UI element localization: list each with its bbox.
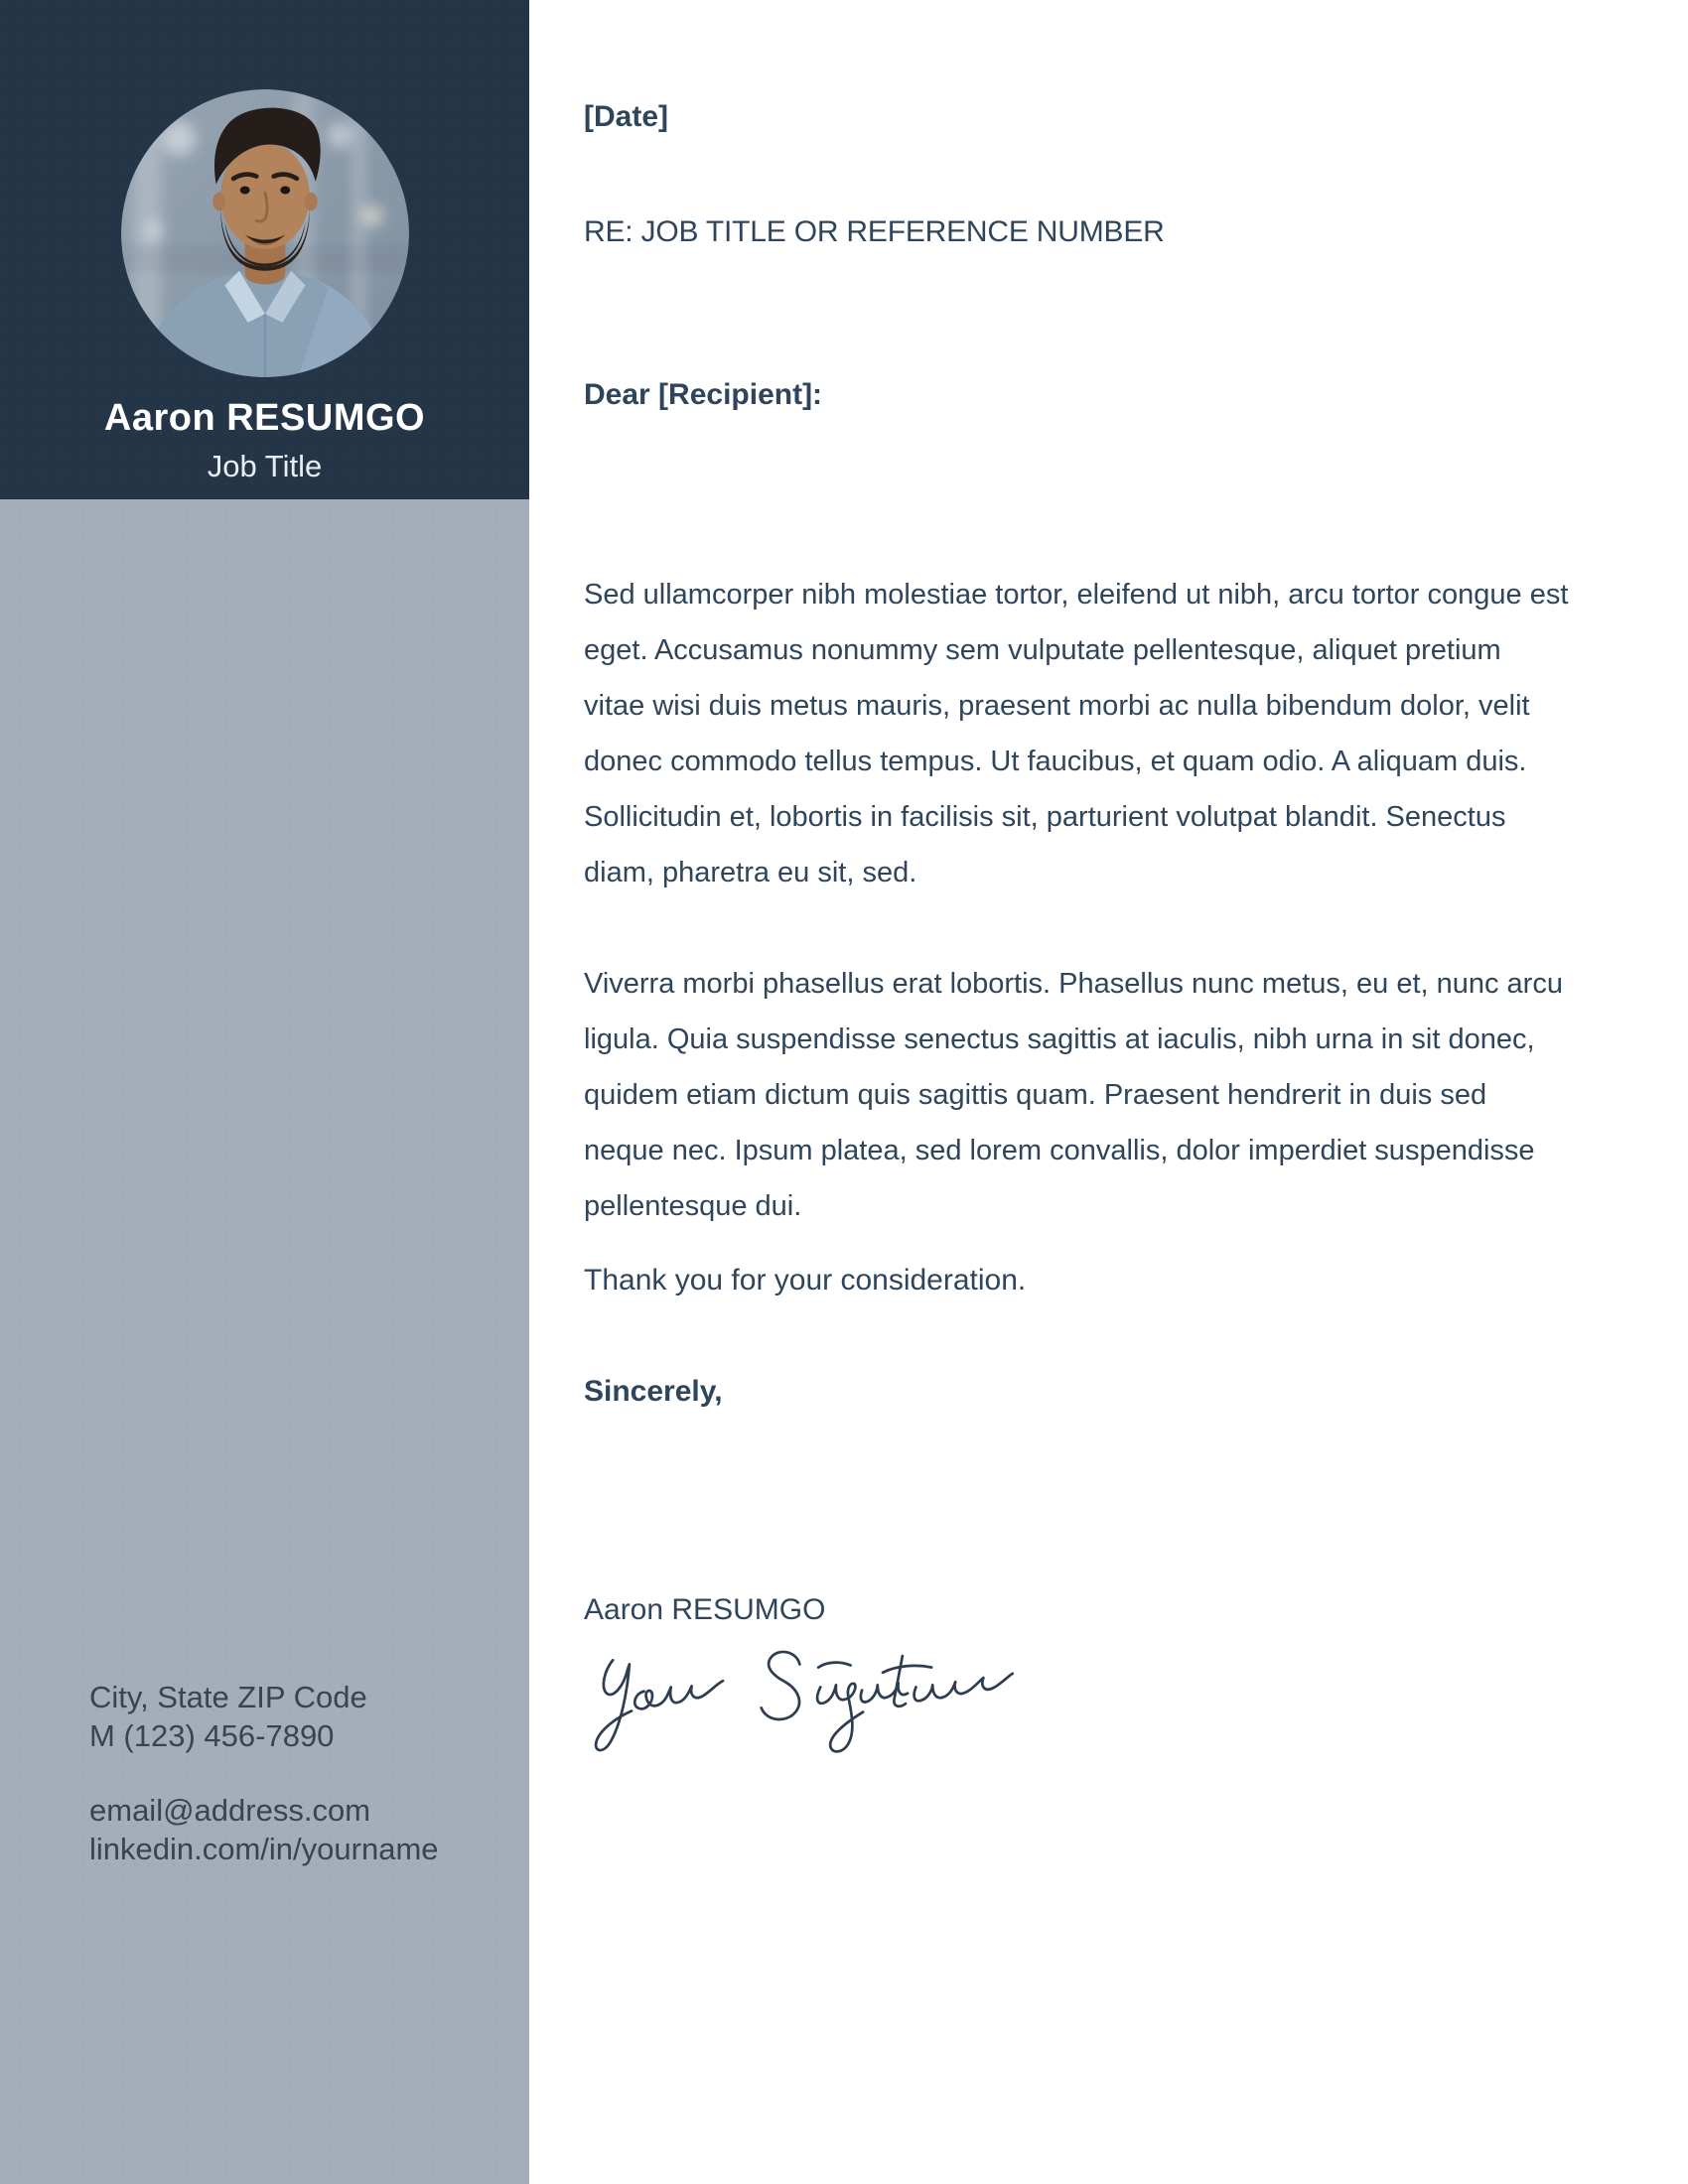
profile-photo-illustration bbox=[121, 89, 409, 377]
signature-name: Aaron RESUMGO bbox=[584, 1593, 826, 1626]
paragraph-1: Sed ullamcorper nibh molestiae tortor, eleifend ut nibh, arcu tortor congue est eget. Accusamus nonummy sem vulputate pellentesque, aliquet pretium vitae wisi duis metus mauris, praesent morbi ac nulla bibendum dolor, velit donec commodo tellus tempus. Ut faucibus, et quam odio. A aliquam duis. Sollicitudin et, lobortis in facilisis sit, parturient volutpat blandit. Senectus diam, pharetra eu sit, sed. bbox=[584, 579, 1569, 888]
contact-city: City, State ZIP Code bbox=[89, 1680, 367, 1714]
thanks-line: Thank you for your consideration. bbox=[584, 1264, 1027, 1297]
signature-strokes bbox=[586, 1636, 1043, 1763]
profile-photo bbox=[121, 89, 409, 377]
contact-info bbox=[89, 1678, 506, 1868]
contact-email: email@address.com bbox=[89, 1793, 371, 1828]
sidebar-name: Aaron RESUMGO bbox=[103, 397, 426, 439]
sidebar bbox=[0, 0, 529, 2184]
sidebar-header bbox=[0, 0, 529, 499]
salutation: Dear [Recipient]: bbox=[584, 378, 823, 411]
signature-script bbox=[586, 1636, 1053, 1765]
sidebar-job-title: Job Title bbox=[207, 449, 323, 483]
contact-linkedin: linkedin.com/in/yourname bbox=[89, 1832, 439, 1866]
closing-line: Sincerely, bbox=[584, 1375, 723, 1408]
date-placeholder: [Date] bbox=[584, 100, 669, 133]
paragraph-2: Viverra morbi phasellus erat lobortis. Phasellus nunc metus, eu et, nunc arcu ligula. Quia suspendisse senectus sagittis at iaculis, nibh urna in sit donec, quidem etiam dictum quis sagittis quam. Praesent hendrerit in duis sed neque nec. Ipsum platea, sed lorem convallis, dolor imperdiet suspendisse pellentesque dui. bbox=[584, 968, 1563, 1222]
subject-line: RE: JOB TITLE OR REFERENCE NUMBER bbox=[584, 215, 1165, 248]
contact-phone: M (123) 456-7890 bbox=[89, 1718, 335, 1753]
